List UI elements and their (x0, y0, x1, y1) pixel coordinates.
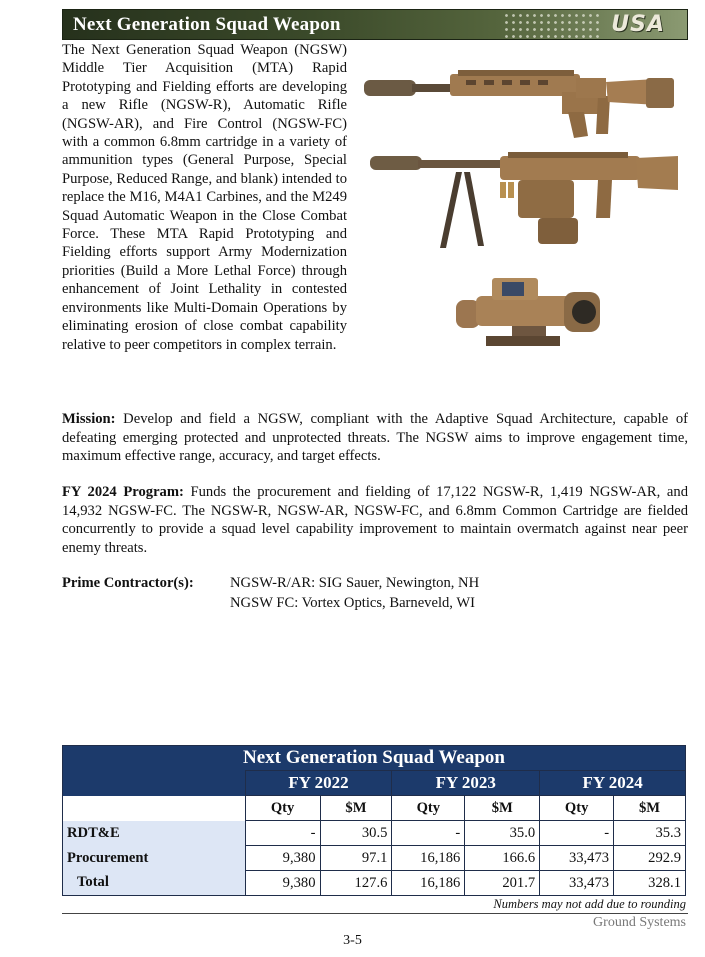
table-cell: 33,473 (540, 846, 614, 871)
table-cell: - (245, 821, 320, 846)
table-cell: 16,186 (392, 871, 465, 896)
table-cell: 30.5 (320, 821, 392, 846)
table-cell: 9,380 (245, 871, 320, 896)
table-cell: 328.1 (614, 871, 686, 896)
table-cell: 9,380 (245, 846, 320, 871)
program-paragraph (62, 483, 688, 557)
sm-header: $M (465, 796, 540, 821)
page-title: Next Generation Squad Weapon (73, 14, 341, 35)
table-corner (63, 771, 246, 796)
table-cell: 292.9 (614, 846, 686, 871)
fy-header: FY 2024 (540, 771, 686, 796)
row-label: RDT&E (63, 821, 246, 846)
table-cell: 35.0 (465, 821, 540, 846)
table-title: Next Generation Squad Weapon (63, 746, 686, 771)
table-cell: 16,186 (392, 846, 465, 871)
table-cell: 97.1 (320, 846, 392, 871)
prime-contractor-line: NGSW FC: Vortex Optics, Barneveld, WI (230, 595, 475, 611)
program-label: FY 2024 Program: (62, 484, 184, 500)
table-row (63, 846, 686, 871)
table-cell: 35.3 (614, 821, 686, 846)
rifle-image (362, 62, 680, 144)
row-label: Procurement (63, 846, 246, 871)
table-cell: 127.6 (320, 871, 392, 896)
table-cell: - (392, 821, 465, 846)
qty-header: Qty (540, 796, 614, 821)
sm-header: $M (614, 796, 686, 821)
table-cell: 166.6 (465, 846, 540, 871)
fire-control-image (452, 270, 604, 366)
mission-paragraph (62, 410, 688, 466)
table-cell: 33,473 (540, 871, 614, 896)
funding-table (62, 745, 686, 896)
automatic-rifle-image (368, 148, 680, 270)
mission-label: Mission: (62, 411, 116, 427)
header-banner (62, 9, 688, 40)
table-label-header (63, 796, 246, 821)
prime-contractors-label: Prime Contractor(s): (62, 575, 194, 591)
rounding-note: Numbers may not add due to rounding (493, 897, 686, 911)
prime-contractors-list (230, 573, 479, 613)
qty-header: Qty (245, 796, 320, 821)
table-row (63, 821, 686, 846)
usa-badge: USA (611, 12, 665, 37)
row-label: Total (63, 871, 246, 896)
mission-text: Develop and field a NGSW, compliant with the Adaptive Squad Architecture, capable of defeating emerging protected and unprotected threats. The NGSW aims to improve engagement time, maximum effective range, accuracy, and target effects. (62, 411, 688, 464)
footer-rule (62, 913, 688, 914)
footer-section-name: Ground Systems (593, 915, 686, 930)
sm-header: $M (320, 796, 392, 821)
table-cell: - (540, 821, 614, 846)
program-text: Funds the procurement and fielding of 17,122 NGSW-R, 1,419 NGSW-AR, and 14,932 NGSW-FC. The NGSW-R, NGSW-AR, NGSW-FC, and 6.8mm Common Cartridge are fielded concurrently to provide a squad level capability improvement to maintain overmatch against near peer enemy threats. (62, 484, 688, 556)
fy-header: FY 2023 (392, 771, 540, 796)
table-cell: 201.7 (465, 871, 540, 896)
prime-contractor-line: NGSW-R/AR: SIG Sauer, Newington, NH (230, 575, 480, 591)
intro-paragraph: The Next Generation Squad Weapon (NGSW) Middle Tier Acquisition (MTA) Rapid Prototyping and Fielding efforts are developing a new Rifle (NGSW-R), Automatic Rifle (NGSW-AR), and Fire Control (NGSW-FC) with a common 6.8mm cartridge in a variety of ammunition types (General Purpose, Special Purpose, Reduced Range, and blank) intended to replace the M16, M4A1 Carbines, and the M249 Squad Automatic Weapon in the Close Combat Force. These MTA Rapid Prototyping and Fielding efforts support Army Modernization priorities (Build a More Lethal Force) through enhancement of Joint Lethality in contested environments like Multi-Domain Operations by eliminating erosion of close combat capability relative to peer competitors in complex terrain. (62, 42, 347, 353)
table-row-total (63, 871, 686, 896)
qty-header: Qty (392, 796, 465, 821)
fy-header: FY 2022 (245, 771, 392, 796)
dot-pattern (503, 12, 603, 38)
page-number: 3-5 (343, 933, 362, 948)
